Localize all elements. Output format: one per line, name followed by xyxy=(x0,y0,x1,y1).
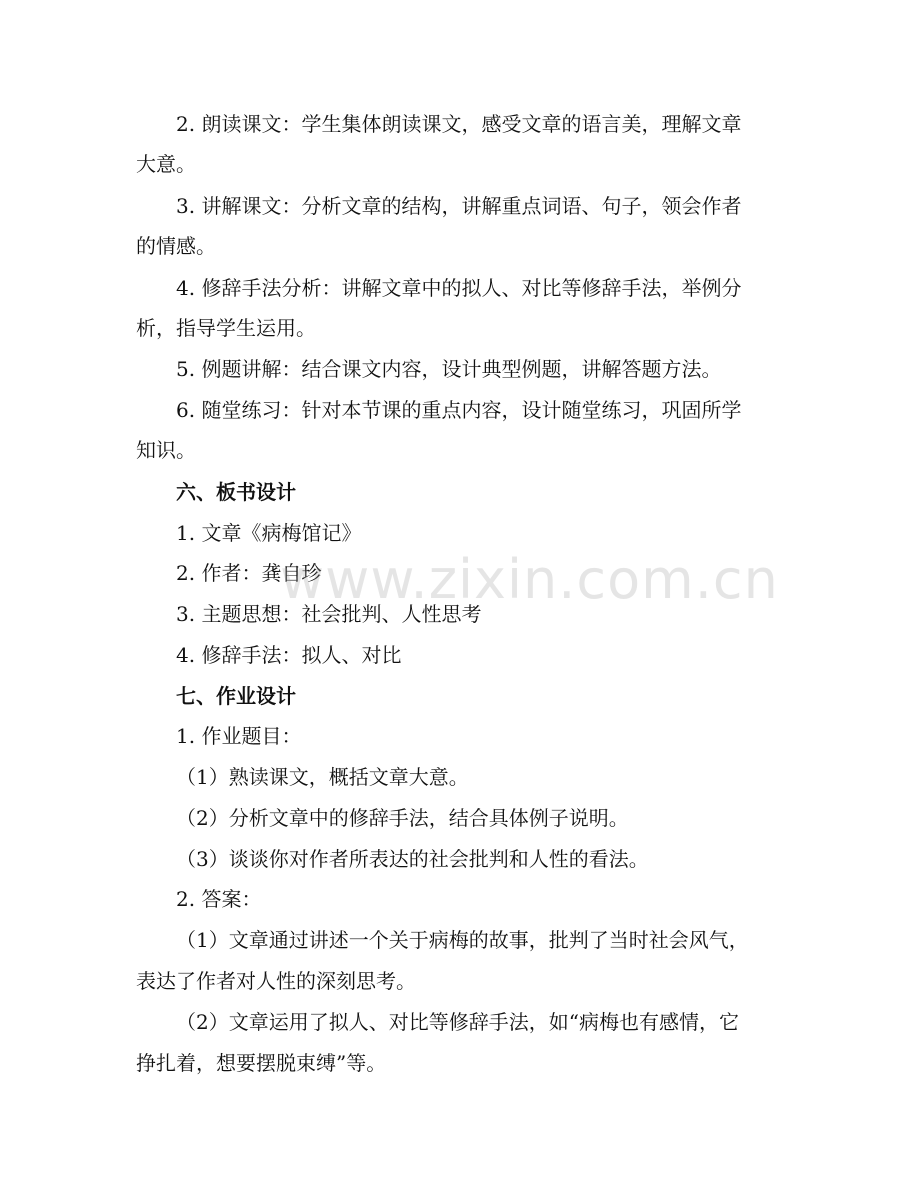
text-line: 1. 作业题目： xyxy=(176,724,302,748)
text-line: （2）文章运用了拟人、对比等修辞手法，如“病梅也有感情，它 xyxy=(176,1010,739,1034)
text-line: 知识。 xyxy=(136,438,196,462)
text-line: 2. 朗读课文：学生集体朗读课文，感受文章的语言美，理解文章 xyxy=(176,112,742,136)
text-line: 4. 修辞手法：拟人、对比 xyxy=(176,643,402,667)
section-heading-board-design: 六、板书设计 xyxy=(176,480,296,504)
text-line: 3. 主题思想：社会批判、人性思考 xyxy=(176,602,482,626)
text-line: 大意。 xyxy=(136,152,196,176)
text-line: （3）谈谈你对作者所表达的社会批判和人性的看法。 xyxy=(176,847,649,871)
text-line: 的情感。 xyxy=(136,234,216,258)
text-line: 2. 作者：龚自珍 xyxy=(176,561,322,585)
section-heading-homework-design: 七、作业设计 xyxy=(176,684,296,708)
text-line: （1）文章通过讲述一个关于病梅的故事，批判了当时社会风气， xyxy=(176,928,749,952)
text-line: 3. 讲解课文：分析文章的结构，讲解重点词语、句子，领会作者 xyxy=(176,194,742,218)
text-line: 挣扎着，想要摆脱束缚”等。 xyxy=(136,1051,387,1075)
watermark: www.zixin.com.cn xyxy=(280,548,779,611)
text-line: （2）分析文章中的修辞手法，结合具体例子说明。 xyxy=(176,806,629,830)
text-line: 析，指导学生运用。 xyxy=(136,316,316,340)
text-line: 2. 答案： xyxy=(176,887,262,911)
text-line: 表达了作者对人性的深刻思考。 xyxy=(136,969,416,993)
text-line: 5. 例题讲解：结合课文内容，设计典型例题，讲解答题方法。 xyxy=(176,357,722,381)
text-line: 4. 修辞手法分析：讲解文章中的拟人、对比等修辞手法，举例分 xyxy=(176,276,742,300)
text-line: 1. 文章《病梅馆记》 xyxy=(176,521,362,545)
text-line: 6. 随堂练习：针对本节课的重点内容，设计随堂练习，巩固所学 xyxy=(176,398,742,422)
text-line: （1）熟读课文，概括文章大意。 xyxy=(176,765,469,789)
